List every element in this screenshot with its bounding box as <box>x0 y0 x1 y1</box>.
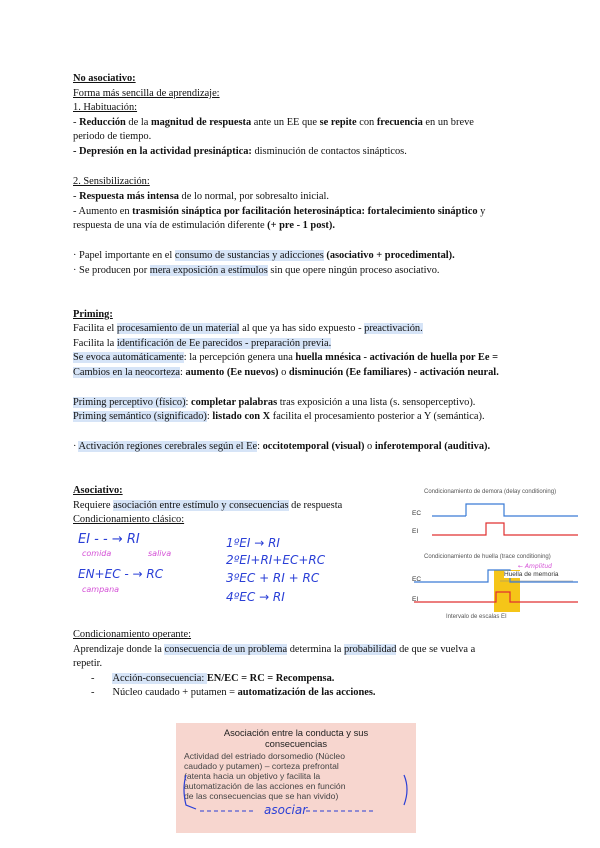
box-title-2: consecuencias <box>264 738 328 749</box>
box-line-3: (atenta hacia un objetivo y facilita la <box>184 771 321 781</box>
box-line-5: de las consecuencias que se han vivido) <box>184 791 339 801</box>
hand-ei-rl: EI - - → RI <box>78 532 140 547</box>
hand-step-3: 3ºEC + RI + RC <box>226 571 320 585</box>
sensibilizacion-line-1: - Respuesta más intensa de lo normal, por sobresalto inicial. <box>73 191 329 202</box>
habituacion-line-3: - Depresión en la actividad presináptica: disminución de contactos sinápticos. <box>73 146 407 157</box>
habituacion-line-2: periodo de tiempo. <box>73 131 152 142</box>
operante-bullet-1: - Acción-consecuencia: EN/EC = RC = Recompensa. <box>91 673 335 684</box>
priming-activacion: · Activación regiones cerebrales según el Ee: occitotemporal (visual) o inferotemporal (auditiva). <box>73 441 491 452</box>
hand-campana: campana <box>82 585 120 594</box>
hand-step-1: 1ºEI → RI <box>226 536 280 550</box>
box-line-4: automatización de las acciones en función <box>184 781 346 791</box>
trace-ei-label: EI <box>412 596 419 603</box>
box-hand-asociar: asociar <box>264 803 308 817</box>
habituacion-heading: 1. Habituación: <box>73 102 138 113</box>
priming-line-2: Facilita la identificación de Ee parecidos - preparación previa. <box>73 338 332 349</box>
section-title-asociativo: Asociativo: <box>73 485 123 496</box>
sensibilizacion-line-2: - Aumento en trasmisión sináptica por facilitación heterosináptica: fortalecimiento sináptico y <box>73 206 486 217</box>
operante-line-1: Aprendizaje donde la consecuencia de un problema determina la probabilidad de que se vuelva a <box>73 644 476 655</box>
box-line-2: caudado y putamen) – corteza prefrontal <box>184 761 339 771</box>
priming-line-4: Cambios en la neocorteza: aumento (Ee nuevos) o disminución (Ee familiares) - activación neural. <box>73 367 499 378</box>
intervalo-label: Intervalo de escalas EI <box>446 614 507 620</box>
priming-perceptivo: Priming perceptivo (físico): completar palabras tras exposición a una lista (s. sensoperceptivo). <box>73 397 476 408</box>
operante-bullet-2: - Núcleo caudado + putamen = automatización de las acciones. <box>91 687 376 698</box>
delay-ei-label: EI <box>412 528 419 535</box>
huella-label: Huella de memoria <box>504 571 559 578</box>
delay-ei-pulse <box>432 523 578 535</box>
priming-line-1: Facilita el procesamiento de un material al que ya has sido expuesto - preactivación. <box>73 323 423 334</box>
trace-ec-label: EC <box>412 576 422 583</box>
sensibilizacion-line-3: respuesta de una vía de estimulación diferente (+ pre - 1 post). <box>73 220 335 231</box>
condicionamiento-operante-heading: Condicionamiento operante: <box>73 629 192 640</box>
condicionamiento-clasico-heading: Condicionamiento clásico: <box>73 514 185 525</box>
trace-conditioning-title: Condicionamiento de huella (trace conditioning) <box>424 554 551 560</box>
trace-ei-pulse <box>414 592 578 602</box>
box-title-1: Asociación entre la conducta y sus <box>223 727 369 738</box>
habituacion-line-1: - Reducción de la magnitud de respuesta ante un EE que se repite con frecuencia en un breve <box>73 117 474 128</box>
delay-conditioning-title: Condicionamiento de demora (delay conditioning) <box>424 489 557 495</box>
hand-saliva: saliva <box>148 549 172 558</box>
trace-hand-note: ← Amplitud <box>518 563 552 570</box>
priming-semantico: Priming semántico (significado): listado con X facilita el procesamiento posterior a Y (semántica). <box>73 411 485 422</box>
hand-step-4: 4ºEC → RI <box>226 590 285 604</box>
asociativo-line-1: Requiere asociación entre estímulo y consecuencias de respuesta <box>73 500 343 511</box>
sensibilizacion-heading: 2. Sensibilización: <box>73 176 150 187</box>
operante-line-2: repetir. <box>73 658 103 669</box>
hand-en-ec: EN+EC - → RC <box>78 567 164 581</box>
delay-ec-pulse <box>466 504 578 516</box>
conditioning-diagram <box>408 484 588 620</box>
asociacion-box <box>176 723 416 833</box>
priming-line-3: Se evoca automáticamente: la percepción genera una huella mnésica - activación de huella por Ee = <box>73 352 498 363</box>
hand-step-2: 2ºEI+RI+EC+RC <box>226 553 326 567</box>
section-title-no-asociativo: No asociativo: <box>73 73 136 84</box>
no-asociativo-point-2: · Se producen por mera exposición a estímulos sin que opere ningún proceso asociativo. <box>73 265 440 276</box>
delay-ec-label: EC <box>412 510 422 517</box>
conditioning-diagram-svg <box>408 484 588 620</box>
section-title-priming: Priming: <box>73 309 113 320</box>
box-line-1: Actividad del estriado dorsomedio (Núcleo <box>184 751 345 761</box>
no-asociativo-point-1: · Papel importante en el consumo de sustancias y adicciones (asociativo + procedimental). <box>73 250 455 261</box>
hand-comida: comida <box>82 549 112 558</box>
subtitle: Forma más sencilla de aprendizaje: <box>73 88 220 99</box>
